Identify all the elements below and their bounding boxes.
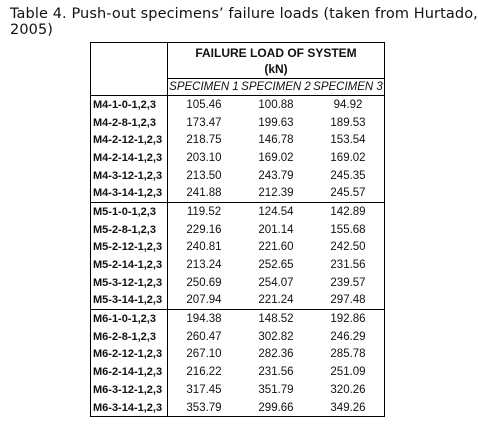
row-label: M6-2-14-1,2,3 — [91, 363, 168, 381]
row-label: M6-2-12-1,2,3 — [91, 346, 168, 364]
table-row — [91, 363, 385, 381]
row-label: M4-2-8-1,2,3 — [91, 114, 168, 132]
cell-specimen-2: 231.56 — [258, 366, 294, 379]
cell-specimen-2: 199.63 — [258, 116, 294, 129]
row-label: M6-2-8-1,2,3 — [91, 328, 168, 346]
row-label: M6-1-0-1,2,3 — [91, 310, 168, 328]
table-body — [91, 96, 385, 417]
cell-specimen-3: 239.57 — [330, 276, 366, 289]
cell-specimen-1: 317.45 — [186, 383, 222, 396]
table-row — [91, 292, 385, 310]
column-header-specimen-1: SPECIMEN 1 — [168, 79, 241, 96]
cell-specimen-3: 192.86 — [330, 313, 366, 326]
row-label: M5-2-12-1,2,3 — [91, 239, 168, 257]
cell-specimen-1: 240.81 — [186, 241, 222, 254]
row-label: M4-2-12-1,2,3 — [91, 131, 168, 149]
cell-specimen-2: 254.07 — [258, 276, 294, 289]
row-label: M4-3-14-1,2,3 — [91, 184, 168, 202]
table-row — [91, 167, 385, 185]
table-row — [91, 381, 385, 399]
cell-specimen-1: 241.88 — [168, 184, 241, 202]
row-label: M5-3-12-1,2,3 — [91, 274, 168, 292]
cell-specimen-3: 231.56 — [330, 259, 366, 272]
table-row — [91, 221, 385, 239]
cell-specimen-3: 246.29 — [330, 330, 366, 343]
cell-specimen-2: 282.36 — [258, 348, 294, 361]
table-row — [91, 96, 385, 114]
cell-specimen-1: 213.50 — [186, 169, 222, 182]
cell-specimen-1: 119.52 — [186, 205, 222, 218]
cell-specimen-3: 320.26 — [330, 383, 366, 396]
column-header-specimen-3: SPECIMEN 3 — [312, 79, 385, 96]
cell-specimen-3: 169.02 — [330, 151, 366, 164]
cell-specimen-2: 351.79 — [258, 383, 294, 396]
row-label: M5-2-14-1,2,3 — [91, 256, 168, 274]
cell-specimen-2: 302.82 — [258, 330, 294, 343]
table-row — [91, 310, 385, 328]
cell-specimen-3: 245.35 — [330, 169, 366, 182]
table-row — [91, 239, 385, 257]
cell-specimen-2: 201.14 — [258, 223, 294, 236]
row-label: M6-3-12-1,2,3 — [91, 381, 168, 399]
cell-specimen-1: 250.69 — [186, 276, 222, 289]
row-label: M4-1-0-1,2,3 — [91, 96, 168, 114]
cell-specimen-1: 203.10 — [186, 151, 222, 164]
cell-specimen-1: 173.47 — [186, 116, 222, 129]
row-label: M5-3-14-1,2,3 — [91, 292, 168, 310]
table-row — [91, 274, 385, 292]
row-label: M6-3-14-1,2,3 — [91, 399, 168, 417]
cell-specimen-2: 252.65 — [258, 259, 294, 272]
cell-specimen-1: 218.75 — [186, 134, 222, 147]
table-title: FAILURE LOAD OF SYSTEM — [195, 45, 357, 60]
table-caption: Table 4. Push-out specimens’ failure loads (taken from Hurtado, 2005) — [10, 6, 478, 38]
table-row — [91, 256, 385, 274]
table-unit: (kN) — [264, 61, 288, 76]
cell-specimen-3: 142.89 — [330, 205, 366, 218]
row-label: M5-2-8-1,2,3 — [91, 221, 168, 239]
cell-specimen-1: 213.24 — [186, 259, 222, 272]
cell-specimen-3: 94.92 — [333, 98, 363, 111]
header-blank-cell — [91, 43, 168, 96]
cell-specimen-2: 221.24 — [240, 292, 312, 310]
cell-specimen-1: 229.16 — [186, 223, 222, 236]
cell-specimen-3: 242.50 — [330, 241, 366, 254]
table-row — [91, 131, 385, 149]
cell-specimen-2: 169.02 — [258, 151, 294, 164]
table-row — [91, 114, 385, 132]
table-row — [91, 328, 385, 346]
cell-specimen-3: 155.68 — [330, 223, 366, 236]
row-label: M5-1-0-1,2,3 — [91, 203, 168, 221]
row-label: M4-2-14-1,2,3 — [91, 149, 168, 167]
cell-specimen-2: 243.79 — [258, 169, 294, 182]
cell-specimen-2: 148.52 — [258, 313, 294, 326]
table-row — [91, 346, 385, 364]
cell-specimen-3: 349.26 — [330, 401, 366, 414]
cell-specimen-1: 194.38 — [186, 313, 222, 326]
table-row — [91, 184, 385, 202]
cell-specimen-1: 353.79 — [186, 401, 222, 414]
cell-specimen-3: 245.57 — [312, 184, 385, 202]
cell-specimen-1: 207.94 — [168, 292, 241, 310]
cell-specimen-3: 285.78 — [330, 348, 366, 361]
cell-specimen-2: 124.54 — [258, 205, 294, 218]
cell-specimen-2: 146.78 — [258, 134, 294, 147]
table-row — [91, 203, 385, 221]
cell-specimen-2: 100.88 — [258, 98, 294, 111]
column-header-specimen-2: SPECIMEN 2 — [240, 79, 312, 96]
cell-specimen-2: 299.66 — [258, 401, 294, 414]
cell-specimen-3: 189.53 — [330, 116, 366, 129]
table-title-cell — [168, 43, 385, 79]
cell-specimen-3: 297.48 — [312, 292, 385, 310]
row-label: M4-3-12-1,2,3 — [91, 167, 168, 185]
cell-specimen-2: 212.39 — [240, 184, 312, 202]
cell-specimen-1: 267.10 — [186, 348, 222, 361]
table-row — [91, 399, 385, 417]
cell-specimen-1: 105.46 — [186, 98, 222, 111]
cell-specimen-2: 221.60 — [258, 241, 294, 254]
cell-specimen-3: 251.09 — [330, 366, 366, 379]
cell-specimen-3: 153.54 — [330, 134, 366, 147]
cell-specimen-1: 260.47 — [186, 330, 222, 343]
table-row — [91, 149, 385, 167]
failure-load-table — [90, 42, 385, 417]
cell-specimen-1: 216.22 — [186, 366, 222, 379]
